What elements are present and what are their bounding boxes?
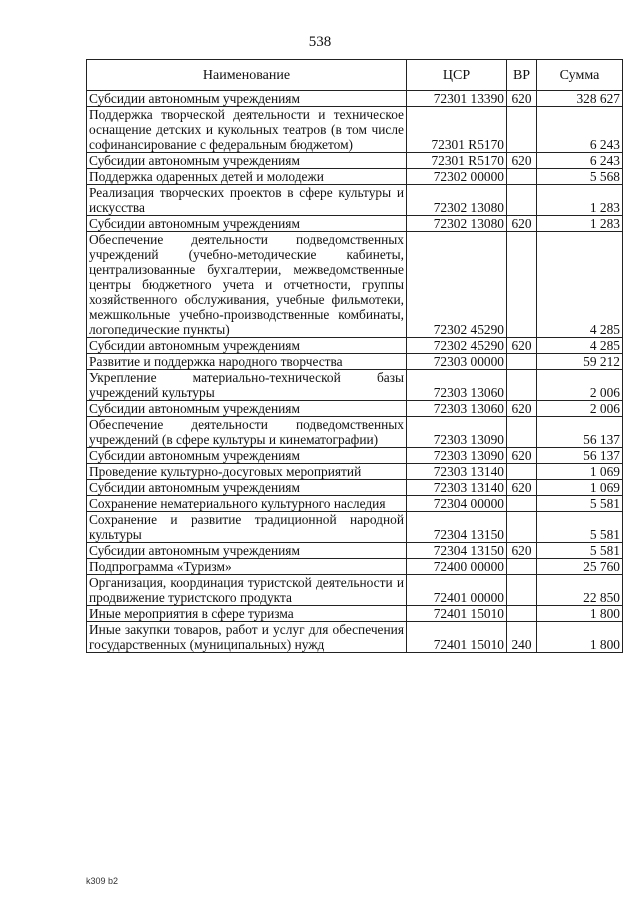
table-row xyxy=(87,512,623,543)
cell-sum: 56 137 xyxy=(537,417,623,448)
cell-sum: 5 581 xyxy=(537,543,623,559)
cell-vr: 620 xyxy=(507,216,537,232)
cell-csr: 72302 45290 xyxy=(407,232,507,338)
header-name: Наименование xyxy=(87,60,407,91)
cell-sum: 59 212 xyxy=(537,354,623,370)
cell-vr: 620 xyxy=(507,401,537,417)
cell-name: Организация, координация туристской деятельности и продвижение туристского продукта xyxy=(87,575,407,606)
cell-vr xyxy=(507,232,537,338)
cell-name: Укрепление материально-технической базы учреждений культуры xyxy=(87,370,407,401)
cell-sum: 1 800 xyxy=(537,622,623,653)
table-row xyxy=(87,169,623,185)
cell-sum: 56 137 xyxy=(537,448,623,464)
cell-csr: 72302 13080 xyxy=(407,216,507,232)
cell-vr xyxy=(507,169,537,185)
table-row xyxy=(87,448,623,464)
cell-name: Сохранение нематериального культурного наследия xyxy=(87,496,407,512)
cell-sum: 22 850 xyxy=(537,575,623,606)
cell-csr: 72303 00000 xyxy=(407,354,507,370)
cell-name: Поддержка творческой деятельности и техническое оснащение детских и кукольных театров (в том числе софинансирование с федеральным бюджетом) xyxy=(87,107,407,153)
cell-sum: 4 285 xyxy=(537,232,623,338)
cell-sum: 6 243 xyxy=(537,153,623,169)
cell-csr: 72303 13090 xyxy=(407,417,507,448)
cell-name: Субсидии автономным учреждениям xyxy=(87,543,407,559)
cell-sum: 1 069 xyxy=(537,480,623,496)
cell-csr: 72401 15010 xyxy=(407,622,507,653)
cell-vr xyxy=(507,354,537,370)
cell-vr: 620 xyxy=(507,480,537,496)
table-row xyxy=(87,401,623,417)
cell-csr: 72401 15010 xyxy=(407,606,507,622)
cell-sum: 2 006 xyxy=(537,401,623,417)
cell-vr xyxy=(507,107,537,153)
cell-sum: 1 069 xyxy=(537,464,623,480)
table-row xyxy=(87,232,623,338)
header-vr: ВР xyxy=(507,60,537,91)
cell-vr xyxy=(507,464,537,480)
cell-vr xyxy=(507,606,537,622)
cell-name: Поддержка одаренных детей и молодежи xyxy=(87,169,407,185)
table-header-row xyxy=(87,60,623,91)
cell-vr xyxy=(507,417,537,448)
cell-name: Подпрограмма «Туризм» xyxy=(87,559,407,575)
table-row xyxy=(87,354,623,370)
table-row xyxy=(87,464,623,480)
cell-vr: 620 xyxy=(507,338,537,354)
cell-vr xyxy=(507,185,537,216)
cell-sum: 25 760 xyxy=(537,559,623,575)
cell-vr xyxy=(507,575,537,606)
cell-name: Субсидии автономным учреждениям xyxy=(87,401,407,417)
table-row xyxy=(87,338,623,354)
cell-vr xyxy=(507,496,537,512)
cell-vr xyxy=(507,370,537,401)
header-csr: ЦСР xyxy=(407,60,507,91)
table-row xyxy=(87,91,623,107)
cell-name: Реализация творческих проектов в сфере культуры и искусства xyxy=(87,185,407,216)
cell-name: Обеспечение деятельности подведомственных учреждений (учебно-методические кабинеты, централизованные бухгалтерии, межведомственные центры бюджетного учета и отчетности, группы хозяйственного обслуживания, учебные фильмотеки, межшкольные учебно-производственные комбинаты, логопедические пункты) xyxy=(87,232,407,338)
cell-csr: 72304 13150 xyxy=(407,543,507,559)
table-row xyxy=(87,216,623,232)
cell-name: Субсидии автономным учреждениям xyxy=(87,448,407,464)
cell-csr: 72303 13140 xyxy=(407,480,507,496)
table-row xyxy=(87,606,623,622)
cell-name: Субсидии автономным учреждениям xyxy=(87,91,407,107)
table-row xyxy=(87,185,623,216)
table-row xyxy=(87,480,623,496)
budget-table xyxy=(86,59,623,653)
table-row xyxy=(87,622,623,653)
cell-name: Иные мероприятия в сфере туризма xyxy=(87,606,407,622)
table-row xyxy=(87,575,623,606)
table-row xyxy=(87,153,623,169)
header-sum: Сумма xyxy=(537,60,623,91)
cell-name: Субсидии автономным учреждениям xyxy=(87,153,407,169)
cell-vr: 620 xyxy=(507,448,537,464)
cell-sum: 1 283 xyxy=(537,216,623,232)
cell-name: Обеспечение деятельности подведомственных учреждений (в сфере культуры и кинематографии) xyxy=(87,417,407,448)
cell-vr: 620 xyxy=(507,153,537,169)
cell-csr: 72302 45290 xyxy=(407,338,507,354)
cell-sum: 5 568 xyxy=(537,169,623,185)
cell-sum: 328 627 xyxy=(537,91,623,107)
cell-name: Субсидии автономным учреждениям xyxy=(87,480,407,496)
cell-name: Субсидии автономным учреждениям xyxy=(87,338,407,354)
cell-csr: 72400 00000 xyxy=(407,559,507,575)
cell-vr: 620 xyxy=(507,543,537,559)
cell-csr: 72301 R5170 xyxy=(407,153,507,169)
cell-csr: 72304 00000 xyxy=(407,496,507,512)
cell-sum: 5 581 xyxy=(537,512,623,543)
cell-name: Сохранение и развитие традиционной народной культуры xyxy=(87,512,407,543)
cell-csr: 72303 13060 xyxy=(407,370,507,401)
table-row xyxy=(87,107,623,153)
cell-vr xyxy=(507,512,537,543)
cell-sum: 4 285 xyxy=(537,338,623,354)
cell-name: Развитие и поддержка народного творчества xyxy=(87,354,407,370)
cell-csr: 72301 13390 xyxy=(407,91,507,107)
table-body xyxy=(87,91,623,653)
table-row xyxy=(87,496,623,512)
cell-csr: 72303 13090 xyxy=(407,448,507,464)
cell-sum: 2 006 xyxy=(537,370,623,401)
cell-sum: 1 800 xyxy=(537,606,623,622)
cell-name: Иные закупки товаров, работ и услуг для обеспечения государственных (муниципальных) нужд xyxy=(87,622,407,653)
cell-csr: 72303 13060 xyxy=(407,401,507,417)
cell-csr: 72303 13140 xyxy=(407,464,507,480)
page-number: 538 xyxy=(308,34,332,50)
table-row xyxy=(87,559,623,575)
table-row xyxy=(87,370,623,401)
cell-sum: 5 581 xyxy=(537,496,623,512)
cell-sum: 1 283 xyxy=(537,185,623,216)
cell-sum: 6 243 xyxy=(537,107,623,153)
cell-vr: 240 xyxy=(507,622,537,653)
cell-name: Проведение культурно-досуговых мероприятий xyxy=(87,464,407,480)
table-row xyxy=(87,417,623,448)
table-row xyxy=(87,543,623,559)
cell-vr: 620 xyxy=(507,91,537,107)
cell-csr: 72301 R5170 xyxy=(407,107,507,153)
footer-code: k309 b2 xyxy=(86,876,119,886)
cell-name: Субсидии автономным учреждениям xyxy=(87,216,407,232)
cell-csr: 72304 13150 xyxy=(407,512,507,543)
cell-csr: 72302 13080 xyxy=(407,185,507,216)
cell-csr: 72302 00000 xyxy=(407,169,507,185)
cell-csr: 72401 00000 xyxy=(407,575,507,606)
cell-vr xyxy=(507,559,537,575)
